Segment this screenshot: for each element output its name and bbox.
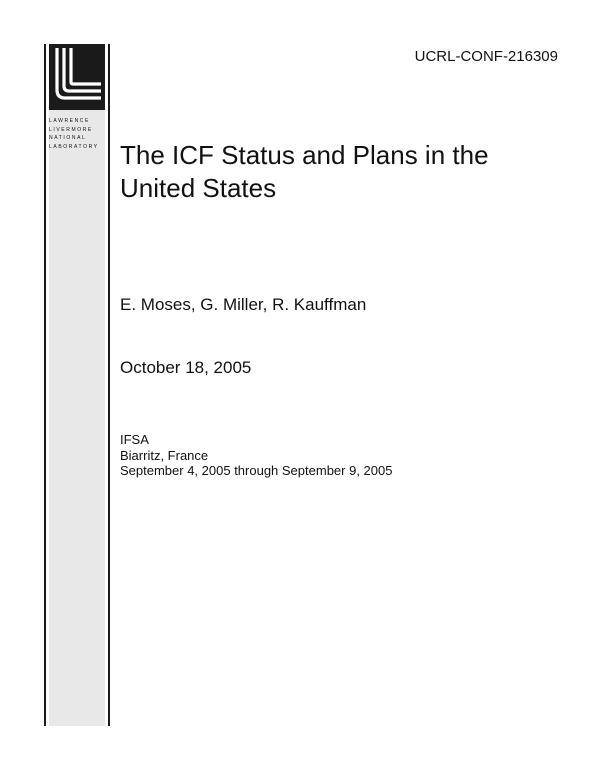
- authors: E. Moses, G. Miller, R. Kauffman: [120, 295, 367, 314]
- document-title: [120, 139, 560, 205]
- lab-name-line: LABORATORY: [49, 143, 99, 150]
- llnl-logo-icon: [49, 44, 105, 110]
- left-border-rule: [44, 44, 46, 726]
- conference-info: [120, 432, 392, 479]
- lab-name-line: LIVERMORE: [49, 126, 93, 133]
- document-date: October 18, 2005: [120, 358, 252, 377]
- lab-name-line: LAWRENCE: [49, 118, 90, 124]
- report-number: UCRL-CONF-216309: [414, 48, 558, 65]
- lab-name-line: NATIONAL: [49, 135, 87, 141]
- title-line: United States: [120, 173, 277, 203]
- conference-dates: September 4, 2005 through September 9, 2005: [120, 463, 393, 478]
- conference-location: Biarritz, France: [120, 447, 209, 463]
- right-border-rule: [108, 44, 110, 726]
- lab-name: [49, 117, 105, 151]
- conference-name: IFSA: [120, 432, 149, 447]
- title-line: The ICF Status and Plans in the: [120, 140, 489, 170]
